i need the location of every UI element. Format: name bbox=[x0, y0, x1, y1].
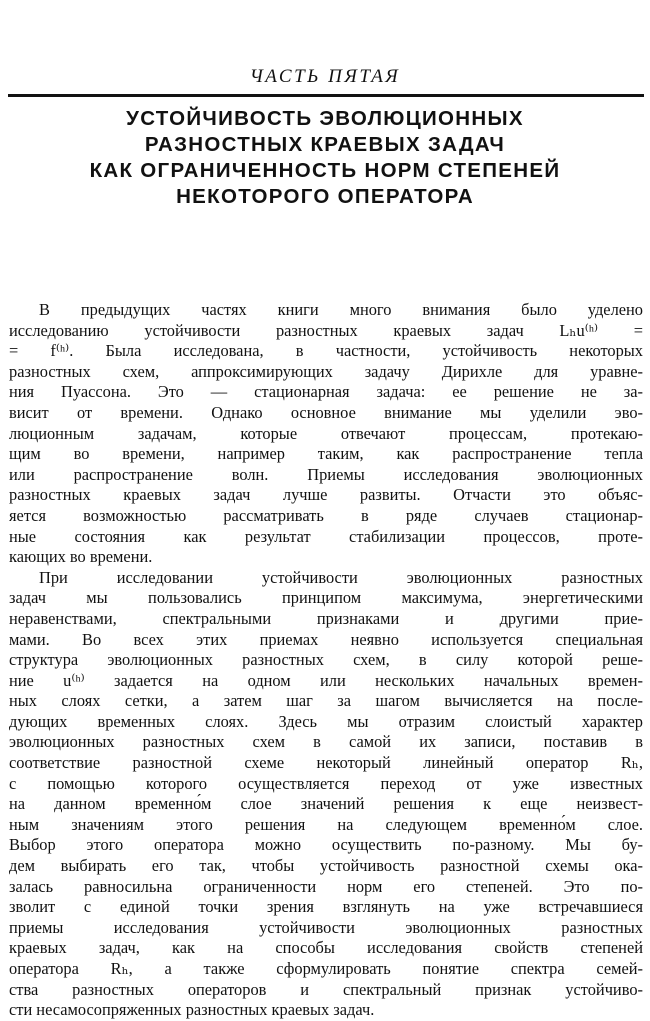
text-line: структура эволюционных разностных схем, в силу которой реше- bbox=[9, 650, 643, 670]
title-line: УСТОЙЧИВОСТЬ ЭВОЛЮЦИОННЫХ bbox=[126, 107, 524, 130]
text-line: ных слоях сетки, а затем шаг за шагом вычисляется на после- bbox=[9, 691, 643, 711]
title-line: КАК ОГРАНИЧЕННОСТЬ НОРМ СТЕПЕНЕЙ bbox=[89, 159, 561, 182]
text-line: на данном временно́м слое значений решения к еще неизвест- bbox=[9, 794, 643, 814]
paragraph-2 bbox=[9, 568, 643, 1021]
text-line: задач мы пользовались принципом максимума, энергетическими bbox=[9, 588, 643, 608]
text-line: = f⁽ʰ⁾. Была исследована, в частности, устойчивость некоторых bbox=[9, 341, 643, 361]
text-line: дующих временных слоях. Здесь мы отразим слоистый характер bbox=[9, 711, 643, 731]
text-line: При исследовании устойчивости эволюционных разностных bbox=[39, 567, 643, 587]
text-line: приемы исследования устойчивости эволюционных разностных bbox=[9, 917, 643, 937]
body-text bbox=[9, 300, 643, 1021]
title-line: НЕКОТОРОГО ОПЕРАТОРА bbox=[176, 185, 474, 208]
text-line: разностных краевых задач лучше развиты. Отчасти это объяс- bbox=[9, 485, 643, 505]
text-line: Выбор этого оператора можно осуществить по-разному. Мы бу- bbox=[9, 835, 643, 855]
title-line: РАЗНОСТНЫХ КРАЕВЫХ ЗАДАЧ bbox=[144, 133, 506, 156]
text-line: В предыдущих частях книги много внимания было уделено bbox=[39, 300, 643, 319]
text-line: яется возможностью рассматривать в ряде случаев стационар- bbox=[9, 505, 643, 525]
text-line: с помощью которого осуществляется переход от уже известных bbox=[9, 773, 643, 793]
text-line: зволит с единой точки зрения взглянуть на уже встречавшиеся bbox=[9, 897, 643, 917]
text-line: или распространение волн. Приемы исследования эволюционных bbox=[9, 464, 643, 484]
text-line: мами. Во всех этих приемах неявно используется специальная bbox=[9, 629, 643, 649]
text-line: ства разностных операторов и спектральный признак устойчиво- bbox=[9, 979, 643, 999]
paragraph-1 bbox=[9, 300, 643, 568]
text-line: разностных схем, аппроксимирующих задачу Дирихле для уравне- bbox=[9, 361, 643, 381]
text-line: кающих во времени. bbox=[9, 547, 153, 567]
text-line: люционным задачам, которые отвечают процессам, протекаю- bbox=[9, 423, 643, 443]
text-line: ным значениям этого решения на следующем временно́м слое. bbox=[9, 814, 643, 834]
text-line: неравенствами, спектральными признаками и другими прие- bbox=[9, 608, 643, 628]
text-line: дем выбирать его так, чтобы устойчивость разностной схемы ока- bbox=[9, 856, 643, 876]
text-line: оператора Rₕ, а также сформулировать понятие спектра семей- bbox=[9, 959, 643, 978]
text-line: щим во времени, например таким, как распространение тепла bbox=[9, 444, 643, 464]
text-line: висит от времени. Однако основное внимание мы уделили эво- bbox=[9, 402, 643, 422]
text-line: ние u⁽ʰ⁾ задается на одном или нескольких начальных времен- bbox=[9, 670, 643, 690]
text-line: исследованию устойчивости разностных краевых задач Lₕu⁽ʰ⁾ = bbox=[9, 320, 643, 340]
text-line: ные состояния как результат стабилизации процессов, проте- bbox=[9, 526, 643, 546]
text-line: соответствие разностной схеме некоторый линейный оператор Rₕ, bbox=[9, 753, 643, 773]
text-line: эволюционных разностных схем в самой их записи, поставив в bbox=[9, 732, 643, 752]
text-line: краевых задач, как на способы исследования свойств степеней bbox=[9, 938, 643, 958]
text-line: сти несамосопряженных разностных краевых задач. bbox=[9, 1000, 375, 1020]
header-rule bbox=[8, 94, 644, 97]
text-line: ния Пуассона. Это — стационарная задача: ее решение не за- bbox=[9, 382, 643, 402]
part-label: ЧАСТЬ ПЯТАЯ bbox=[249, 66, 401, 87]
chapter-title bbox=[0, 106, 650, 210]
text-line: залась равносильна ограниченности норм его степеней. Это по- bbox=[9, 876, 643, 896]
